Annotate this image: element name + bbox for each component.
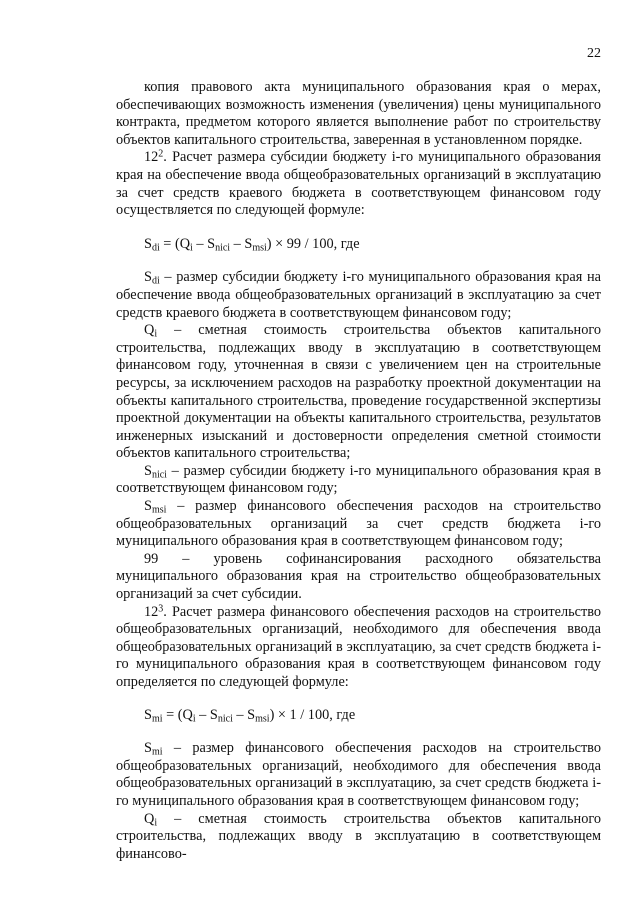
page-number: 22 [587, 46, 601, 61]
clause-number: 12 [144, 149, 159, 166]
definition-qi: $Q_i$ – сметная стоимость строительства объектов капитального строительства, подлежащих вводу в эксплуатацию в соответствующем финансовом году, уточненная в связи с увеличением цен на строительные ресурсы, за исключением расходов на разработку проектной документации на объекты капитального строительства, проведение государственной экспертизы проектной документации на объекты капитального строительства, результатов инженерных изысканий и достоверности определения сметной стоимости объектов капитального строительства; [116, 322, 601, 462]
paragraph-12-2: $12^2$. Расчет размера субсидии бюджету i-го муниципального образования края на обеспечение ввода общеобразовательных организаций в эксплуатацию за счет средств краевого бюджета в соответствующем финансовом году осуществляется по следующей формуле: [116, 148, 601, 219]
clause-superscript: 2 [158, 148, 164, 160]
definition-smi: $S_{mi}$ – размер финансового обеспечения расходов на строительство общеобразовательных организаций, необходимого для обеспечения ввода общеобразовательных организаций в эксплуатацию, за счет средств бюджета i-го муниципального образования края в соответствующем финансовом году; [116, 740, 601, 809]
definition-snici: $S_{nici}$ – размер субсидии бюджету i-го муниципального образования края в соответствующем финансовом году; [116, 462, 601, 497]
definition-99: 99 – уровень софинансирования расходного обязательства муниципального образования края на строительство общеобразовательных организаций за счет субсидии. [116, 550, 601, 603]
definition-sdi: $S_{di}$ – размер субсидии бюджету i-го муниципального образования края на обеспечение ввода общеобразовательных организаций в эксплуатацию за счет средств краевого бюджета в соответствующем финансовом году; [116, 269, 601, 321]
definition-smsi: $S_{msi}$ – размер финансового обеспечения расходов на строительство общеобразовательных организаций за счет средств бюджета i-го муниципального образования края в соответствующем финансовом году; [116, 498, 601, 550]
formula-smi: $S_{mi} = (Q_i - S_{nici} - S_{msi}) \times 1 / 100$, где [144, 706, 356, 725]
definition-qi-continued: $Q_i$ – сметная стоимость строительства объектов капитального строительства, подлежащих вводу в эксплуатацию в соответствующем финансово- [116, 810, 601, 862]
paragraph-12-3: $12^3$. Расчет размера финансового обеспечения расходов на строительство общеобразовательных организаций, необходимого для обеспечения ввода общеобразовательных организаций в эксплуатацию, за счет средств бюджета i-го муниципального образования края в соответствующем финансовом году определяется по следующей формуле: [116, 603, 601, 690]
paragraph-contract-copy: копия правового акта муниципального образования края о мерах, обеспечивающих возможность изменения (увеличения) цены муниципального контракта, предметом которого является выполнение работ по строительству объектов капитального строительства, заверенная в установленном порядке. [116, 79, 601, 148]
clause-number: 12 [144, 603, 159, 620]
formula-sdi: $S_{di} = (Q_i - S_{nici} - S_{msi}) \times 99 / 100$, где [144, 235, 360, 254]
document-body [116, 79, 601, 863]
clause-superscript: 3 [158, 603, 164, 615]
